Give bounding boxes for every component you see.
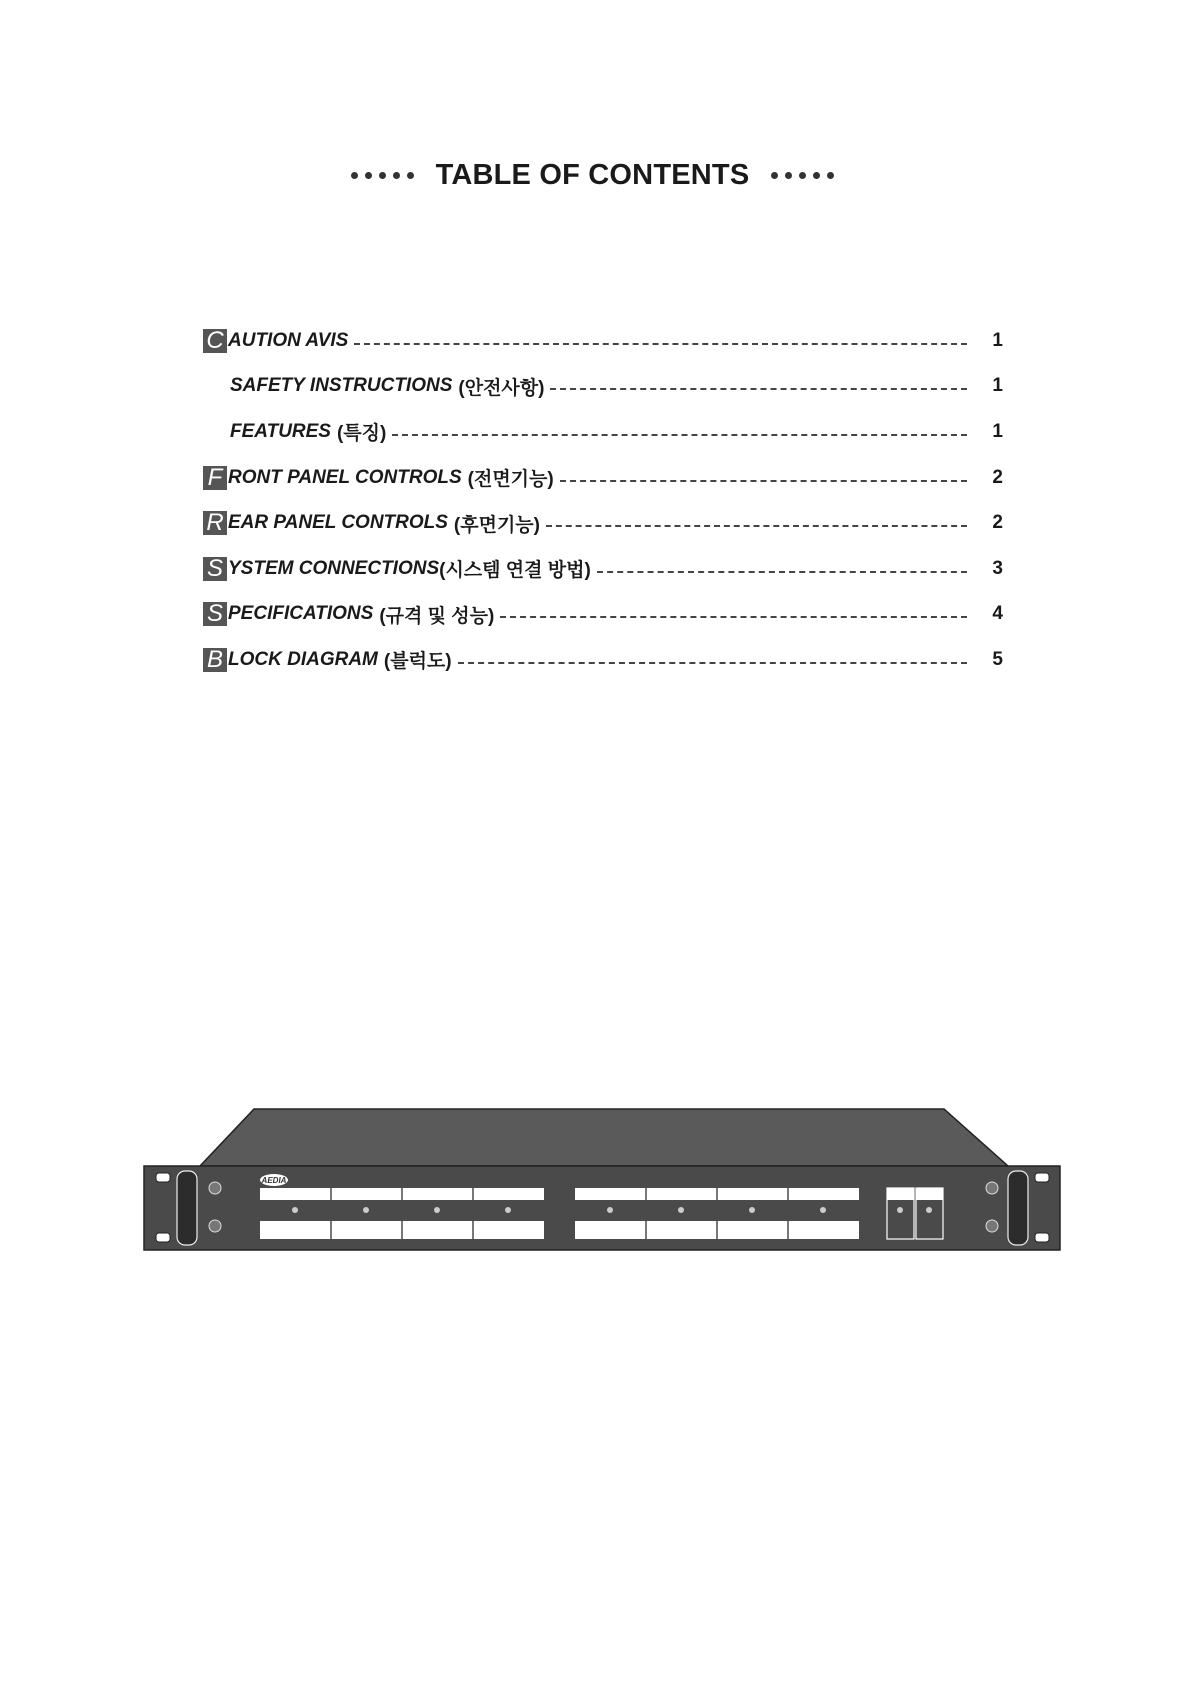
toc-page-number: 1: [992, 420, 1003, 442]
brand-logo-text: AEDIA: [261, 1176, 287, 1185]
toc-entry-korean: (규격 및 성능): [379, 605, 495, 627]
toc-entry-korean: (안전사항): [458, 377, 545, 399]
rack-slot: [156, 1233, 170, 1242]
page-header: [0, 150, 1185, 200]
toc-entry-korean: (후면기능): [453, 514, 540, 536]
toc-initial-letter: C: [203, 329, 227, 353]
screw: [986, 1220, 998, 1232]
toc-initial-letter: S: [203, 557, 227, 581]
toc-page-number: 2: [992, 512, 1003, 534]
screw: [209, 1182, 221, 1194]
rack-handle-right: [1008, 1171, 1028, 1245]
rack-unit-illustration: [142, 1108, 1062, 1253]
toc-entry-korean: (시스템 연결 방법): [439, 560, 591, 582]
dotted-leader: [354, 343, 967, 345]
device-top-face: [200, 1109, 1008, 1166]
toc-page-number: 5: [992, 648, 1003, 670]
toc-entry-korean: (전면기능): [467, 469, 554, 491]
toc-entry-label: RONT PANEL CONTROLS: [228, 466, 462, 488]
toc-entry-system-connections[interactable]: [203, 546, 1003, 592]
toc-entry-front-panel[interactable]: [203, 455, 1003, 501]
dotted-leader: [392, 434, 967, 436]
toc-entry-label: YSTEM CONNECTIONS: [228, 557, 440, 579]
rack-slot: [1035, 1173, 1049, 1182]
table-of-contents: [203, 318, 1003, 683]
dotted-leader: [500, 616, 967, 618]
toc-page-number: 3: [992, 557, 1003, 579]
toc-initial-letter: R: [203, 511, 227, 535]
toc-entry-label: AUTION AVIS: [228, 329, 349, 351]
toc-entry-label: FEATURES: [230, 420, 331, 442]
toc-entry-rear-panel[interactable]: [203, 500, 1003, 546]
toc-entry-block-diagram[interactable]: [203, 637, 1003, 683]
dotted-leader: [458, 662, 967, 664]
toc-initial-letter: S: [203, 602, 227, 626]
screw: [986, 1182, 998, 1194]
dotted-leader: [546, 525, 967, 527]
toc-entry-features[interactable]: [203, 409, 1003, 455]
toc-entry-label: SAFETY INSTRUCTIONS: [230, 375, 453, 397]
toc-page-number: 4: [992, 603, 1003, 625]
page-title: TABLE OF CONTENTS: [435, 158, 750, 191]
toc-entry-label: EAR PANEL CONTROLS: [228, 512, 448, 534]
decorative-dots-left: [351, 172, 414, 179]
toc-entry-caution[interactable]: [203, 318, 1003, 364]
dotted-leader: [597, 571, 967, 573]
dotted-leader: [550, 388, 967, 390]
toc-entry-specifications[interactable]: [203, 592, 1003, 638]
dotted-leader: [560, 480, 967, 482]
brand-logo: [260, 1174, 288, 1186]
rack-handle-left: [177, 1171, 197, 1245]
toc-entry-label: LOCK DIAGRAM: [228, 648, 378, 670]
toc-page-number: 1: [992, 329, 1003, 351]
rack-slot: [156, 1173, 170, 1182]
decorative-dots-right: [771, 172, 834, 179]
toc-entry-korean: (블럭도): [383, 651, 452, 673]
toc-entry-label: PECIFICATIONS: [228, 603, 374, 625]
rack-slot: [1035, 1233, 1049, 1242]
toc-page-number: 2: [992, 466, 1003, 488]
toc-entry-korean: (특징): [336, 423, 387, 445]
toc-page-number: 1: [992, 375, 1003, 397]
toc-initial-letter: F: [203, 466, 227, 490]
toc-initial-letter: B: [203, 648, 227, 672]
screw: [209, 1220, 221, 1232]
toc-entry-safety-instructions[interactable]: [203, 364, 1003, 410]
